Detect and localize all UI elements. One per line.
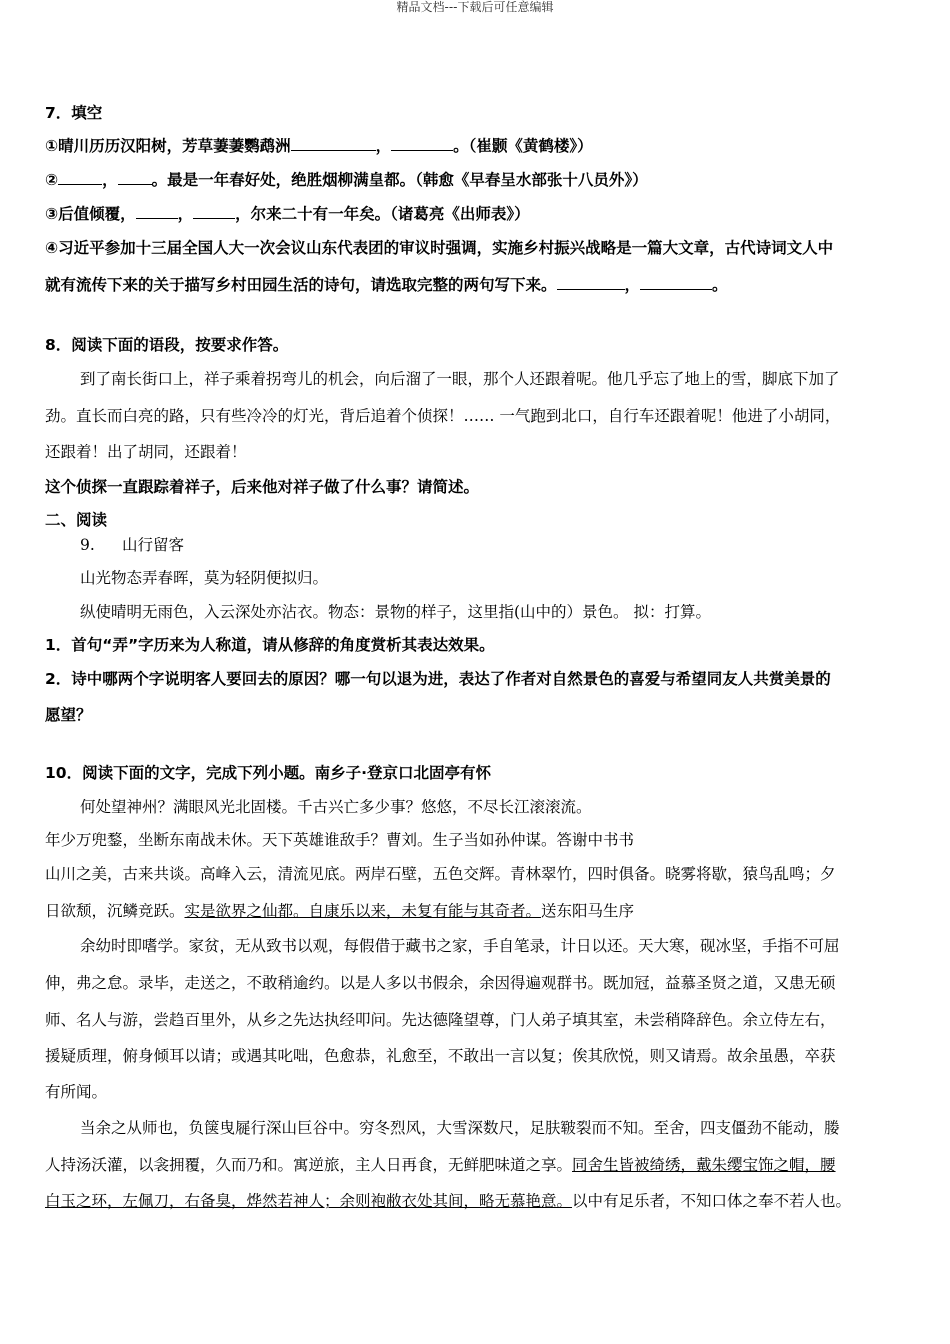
answer-blank[interactable] bbox=[557, 275, 625, 290]
q9-poem-line-2: 纵使晴明无雨色，入云深处亦沾衣。物态：景物的样子，这里指(山中的）景色。 拟：打算。 bbox=[80, 603, 711, 621]
q8-question: 这个侦探一直跟踪着祥子，后来他对祥子做了什么事？请简述。 bbox=[45, 478, 480, 496]
q7-line-5 bbox=[45, 275, 728, 295]
q10-l12-b: 以中有足乐者，不知口体之奉不若人也。 bbox=[572, 1192, 852, 1210]
q9-number: 9. bbox=[80, 536, 95, 554]
q7-l5-sep: ， bbox=[624, 276, 641, 294]
q10-l4-a: 日欲颓，沉鳞竞跃。 bbox=[45, 902, 185, 920]
q7-l2-prefix: ② bbox=[45, 171, 59, 189]
q9-sub-question-2-cont: 愿望？ bbox=[45, 706, 92, 724]
underlined-text: 实是欲界之仙都。自康乐以来，未复有能与其奇者。 bbox=[184, 902, 542, 920]
q9-sub-question-1: 1．首句“弄”字历来为人称道，请从修辞的角度赏析其表达效果。 bbox=[45, 636, 495, 654]
answer-blank[interactable] bbox=[291, 136, 376, 151]
answer-blank[interactable] bbox=[391, 136, 453, 151]
q10-line-2: 年少万兜鍪，坐断东南战未休。天下英雄谁敌手？曹刘。生子当如孙仲谋。答谢中书书 bbox=[45, 831, 635, 849]
q10-l4-title: 送东阳马生序 bbox=[541, 902, 635, 920]
q8-passage-2: 劲。直长而白亮的路，只有些冷冷的灯光，背后追着个侦探！…… 一气跑到北口，自行车还跟着呢！他进了小胡同， bbox=[45, 407, 841, 425]
q8-passage-1: 到了南长街口上，祥子乘着拐弯儿的机会，向后溜了一眼，那个人还跟着呢。他几乎忘了地上的雪，脚底下加了 bbox=[80, 370, 840, 388]
q10-line-10: 当余之从师也，负箧曳屣行深山巨谷中。穷冬烈风，大雪深数尺，足肤皲裂而不知。至舍，四支僵劲不能动，媵 bbox=[80, 1119, 840, 1137]
q7-line-4: ④习近平参加十三届全国人大一次会议山东代表团的审议时强调，实施乡村振兴战略是一篇大文章，古代诗词文人中 bbox=[45, 239, 834, 257]
q7-title: 7．填空 bbox=[45, 104, 103, 122]
underlined-text: 白玉之环，左佩刀，右备臭，烨然若神人；余则袍敝衣处其间，略无慕艳意。 bbox=[45, 1192, 573, 1210]
answer-blank[interactable] bbox=[193, 204, 235, 219]
q7-l3-text: ，尔来二十有一年矣。（诸葛亮《出师表》） bbox=[235, 205, 530, 223]
page-header: 精品文档---下载后可任意编辑 bbox=[396, 0, 554, 14]
q7-l2-sep: ， bbox=[102, 171, 118, 189]
q10-line-7: 师、名人与游，尝趋百里外，从乡之先达执经叩问。先达德隆望尊，门人弟子填其室，未尝稍降辞色。余立侍左右， bbox=[45, 1011, 836, 1029]
q7-l1-text: ①晴川历历汉阳树，芳草萋萋鹦鹉洲 bbox=[45, 137, 291, 155]
q9-poem-line-1: 山光物态弄春晖，莫为轻阴便拟归。 bbox=[80, 569, 329, 587]
q10-line-6: 伸，弗之怠。录毕，走送之，不敢稍逾约。以是人多以书假余，余因得遍观群书。既加冠，益慕圣贤之道，又患无硕 bbox=[45, 974, 836, 992]
q10-line-8: 援疑质理，俯身倾耳以请；或遇其叱咄，色愈恭，礼愈至，不敢出一言以复；俟其欣悦，则又请焉。故余虽愚，卒获 bbox=[45, 1047, 836, 1065]
answer-blank[interactable] bbox=[58, 170, 102, 185]
q7-l5-text: 就有流传下来的关于描写乡村田园生活的诗句，请选取完整的两句写下来。 bbox=[45, 276, 557, 294]
q7-l3-sep: ， bbox=[177, 205, 194, 223]
q7-l3-prefix: ③后值倾覆， bbox=[45, 205, 136, 223]
q7-l2-text: 。最是一年春好处，绝胜烟柳满皇都。（韩愈《早春呈水部张十八员外》） bbox=[151, 171, 648, 189]
q8-title: 8．阅读下面的语段，按要求作答。 bbox=[45, 336, 289, 354]
q10-line-4 bbox=[45, 901, 634, 921]
q7-l5-end: 。 bbox=[712, 276, 728, 294]
q10-l11-a: 人持汤沃灌，以衾拥覆，久而乃和。寓逆旅，主人日再食，无鲜肥味道之享。 bbox=[45, 1156, 573, 1174]
q10-line-1: 何处望神州？满眼风光北固楼。千古兴亡多少事？悠悠，不尽长江滚滚流。 bbox=[80, 798, 592, 816]
section-heading: 二、阅读 bbox=[45, 511, 108, 529]
q9-sub-question-2: 2．诗中哪两个字说明客人要回去的原因？哪一句以退为进，表达了作者对自然景色的喜爱与希望同友人共赏美景的 bbox=[45, 670, 831, 688]
q10-line-11 bbox=[45, 1155, 836, 1175]
q7-line-2 bbox=[45, 170, 648, 190]
q10-line-3: 山川之美，古来共谈。高峰入云，清流见底。两岸石壁，五色交辉。青林翠竹，四时俱备。晓雾将歇，猿鸟乱鸣；夕 bbox=[45, 865, 836, 883]
q10-line-9: 有所闻。 bbox=[45, 1083, 108, 1101]
q7-line-1 bbox=[45, 136, 593, 156]
answer-blank[interactable] bbox=[136, 204, 178, 219]
q8-passage-3: 还跟着！出了胡同，还跟着！ bbox=[45, 443, 247, 461]
answer-blank[interactable] bbox=[118, 170, 152, 185]
q10-line-5: 余幼时即嗜学。家贫，无从致书以观，每假借于藏书之家，手自笔录，计日以还。天大寒，砚冰坚，手指不可屈 bbox=[80, 937, 840, 955]
q10-title: 10．阅读下面的文字，完成下列小题。南乡子·登京口北固亭有怀 bbox=[45, 764, 491, 782]
underlined-text: 同舍生皆被绮绣，戴朱缨宝饰之帽，腰 bbox=[572, 1156, 836, 1174]
q10-line-12 bbox=[45, 1191, 851, 1211]
answer-blank[interactable] bbox=[640, 275, 712, 290]
q9-title: 山行留客 bbox=[122, 536, 185, 554]
q7-l1-source: 。（崔颢《黄鹤楼》） bbox=[453, 137, 593, 155]
q7-line-3 bbox=[45, 204, 530, 224]
q7-l1-sep: ， bbox=[375, 137, 392, 155]
